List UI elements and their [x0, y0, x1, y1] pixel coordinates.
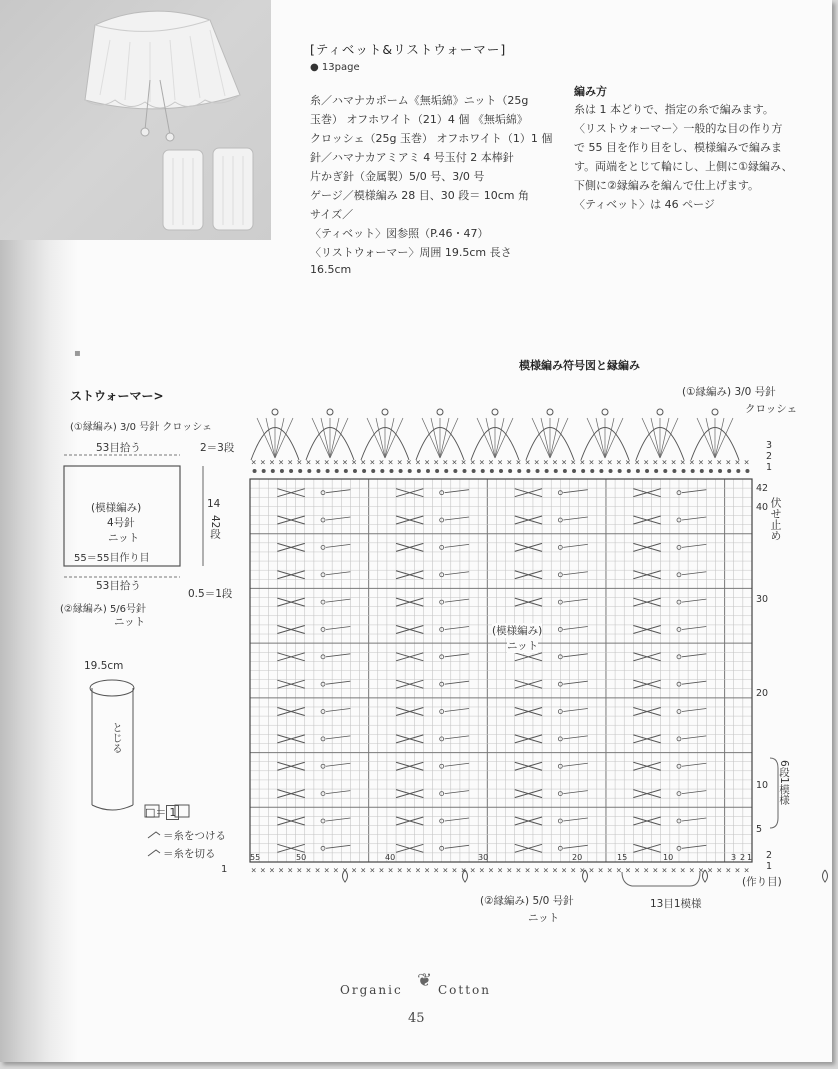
- schematic-seam: とじる: [111, 722, 123, 754]
- diagram-title: 模様編み符号図と縁編み: [519, 359, 640, 372]
- svg-text:×: ×: [524, 458, 531, 468]
- dot-mark: ▪: [74, 348, 81, 359]
- page-number: 45: [408, 1011, 425, 1026]
- svg-text:×: ×: [670, 458, 677, 468]
- bottom-column-number: 3: [731, 853, 737, 862]
- materials-line: 16.5cm: [310, 263, 352, 276]
- svg-text:×: ×: [415, 866, 421, 876]
- schematic-height: 14: [207, 498, 221, 510]
- pattern-title: [ティベット&リストウォーマー]: [310, 42, 507, 57]
- svg-text:×: ×: [698, 866, 704, 876]
- bottom-edging-motif: [703, 870, 708, 882]
- schematic-rows-bottom: 0.5＝1段: [188, 588, 233, 600]
- schematic-bottom-yarn: ニット: [114, 616, 146, 628]
- svg-text:×: ×: [451, 458, 458, 468]
- svg-text:×: ×: [524, 866, 531, 876]
- scallop-motif: [306, 409, 354, 460]
- bottom-column-number: 55: [250, 853, 261, 862]
- scallop-motif: [526, 409, 574, 460]
- svg-text:×: ×: [351, 866, 357, 876]
- svg-text:×: ×: [333, 458, 339, 468]
- svg-text:×: ×: [497, 866, 503, 876]
- materials-line: 〈ティベット〉図参照（P.46・47）: [310, 227, 489, 240]
- bottom-column-number: 50: [296, 853, 307, 862]
- right-row-number: 3: [766, 440, 773, 451]
- svg-text:×: ×: [415, 458, 421, 468]
- schematic-needle: 4号針: [107, 517, 135, 529]
- pattern-repeat-label: 13目1模様: [650, 898, 702, 910]
- svg-text:×: ×: [460, 458, 467, 468]
- svg-text:×: ×: [378, 866, 385, 876]
- svg-text:×: ×: [360, 458, 366, 468]
- svg-text:×: ×: [597, 866, 604, 876]
- svg-text:×: ×: [488, 866, 494, 876]
- method-line: で 55 目を作り目をし、模様編みで編みま: [574, 141, 782, 154]
- bottom-column-number: 1: [747, 853, 753, 862]
- method-line: 下側に②縁編みを編んで仕上げます。: [574, 179, 759, 192]
- svg-text:×: ×: [588, 866, 595, 876]
- schematic-circumference: 19.5cm: [84, 660, 124, 672]
- svg-text:×: ×: [570, 866, 576, 876]
- right-row-number: 30: [756, 594, 769, 605]
- svg-text:×: ×: [351, 458, 357, 468]
- svg-text:×: ×: [287, 866, 293, 876]
- method-line: す。両端をとじて輪にし、上側に①縁編み、: [574, 160, 793, 173]
- section-label: ストウォーマー>: [70, 389, 164, 403]
- svg-text:×: ×: [643, 866, 649, 876]
- svg-text:×: ×: [597, 458, 604, 468]
- svg-text:×: ×: [251, 458, 257, 468]
- svg-text:×: ×: [406, 458, 412, 468]
- svg-text:×: ×: [652, 458, 659, 468]
- legend-empty-box-symbol: □＝ 1: [145, 804, 179, 820]
- right-row-number: 1: [766, 462, 773, 473]
- svg-text:×: ×: [296, 458, 303, 468]
- bottom-column-number: 40: [385, 853, 396, 862]
- materials-line: クロッシェ（25g 玉巻） オフホワイト（1）1 個: [310, 132, 553, 145]
- svg-text:×: ×: [314, 458, 321, 468]
- schematic-top-edge: (①縁編み) 3/0 号針 クロッシェ: [70, 422, 212, 433]
- svg-text:×: ×: [689, 866, 695, 876]
- svg-text:×: ×: [305, 458, 312, 468]
- cast-on-label: (作り目): [742, 876, 782, 888]
- right-row-number: 40: [756, 502, 769, 513]
- svg-text:×: ×: [433, 458, 439, 468]
- svg-text:×: ×: [442, 458, 449, 468]
- svg-text:×: ×: [278, 866, 284, 876]
- svg-text:×: ×: [533, 458, 540, 468]
- scallop-motif: [361, 409, 409, 460]
- scallop-motif: [471, 409, 519, 460]
- sprout-logo-icon: ❦: [417, 970, 433, 991]
- svg-text:×: ×: [734, 458, 741, 468]
- left-row-number: 1: [221, 864, 228, 875]
- svg-text:×: ×: [515, 866, 522, 876]
- schematic-pick-bottom: 53目拾う: [96, 580, 141, 592]
- svg-text:×: ×: [579, 866, 586, 876]
- method-heading: 編み方: [574, 85, 607, 98]
- materials-line: サイズ／: [310, 208, 354, 221]
- chart-grid: [250, 458, 828, 886]
- svg-text:×: ×: [515, 458, 522, 468]
- materials-line: 糸／ハマナカポーム《無垢綿》ニット（25g: [310, 94, 529, 107]
- svg-text:×: ×: [588, 458, 595, 468]
- svg-text:×: ×: [342, 458, 348, 468]
- svg-text:×: ×: [424, 866, 430, 876]
- bottom-edging-label-2: ニット: [528, 912, 560, 924]
- svg-text:×: ×: [378, 458, 385, 468]
- right-row-number: 2: [766, 451, 773, 462]
- svg-text:×: ×: [260, 458, 266, 468]
- scallop-motif: [691, 409, 739, 460]
- svg-text:×: ×: [725, 458, 732, 468]
- svg-text:×: ×: [369, 866, 376, 876]
- row-repeat-label: 6段1模様: [778, 760, 790, 805]
- bottom-edging-motif: [823, 870, 828, 882]
- svg-text:×: ×: [661, 458, 668, 468]
- legend-equals: ＝: [155, 806, 167, 819]
- svg-text:×: ×: [579, 458, 586, 468]
- svg-text:×: ×: [606, 458, 613, 468]
- bottom-column-number: 15: [617, 853, 628, 862]
- right-row-number: 5: [756, 824, 763, 835]
- svg-text:×: ×: [442, 866, 449, 876]
- brand-organic: Organic: [340, 983, 403, 997]
- svg-text:×: ×: [488, 458, 494, 468]
- svg-text:×: ×: [269, 458, 275, 468]
- bottom-edging-label: (②縁編み) 5/0 号針: [480, 895, 574, 907]
- svg-text:×: ×: [625, 866, 631, 876]
- legend-cut-yarn: ＝糸を切る: [163, 848, 216, 860]
- svg-text:×: ×: [707, 866, 713, 876]
- svg-text:×: ×: [333, 866, 339, 876]
- svg-text:×: ×: [260, 866, 266, 876]
- svg-text:×: ×: [625, 458, 631, 468]
- svg-text:×: ×: [679, 458, 686, 468]
- scallop-motif: [636, 409, 684, 460]
- right-row-number: 42: [756, 483, 769, 494]
- svg-text:×: ×: [269, 866, 275, 876]
- svg-text:×: ×: [479, 458, 485, 468]
- schematic-rows: 42段: [209, 515, 221, 539]
- legend-box-one: 1: [166, 805, 179, 820]
- scallop-motif: [581, 409, 629, 460]
- svg-text:×: ×: [360, 866, 366, 876]
- svg-text:×: ×: [460, 866, 467, 876]
- svg-text:×: ×: [698, 458, 704, 468]
- top-edging-label-2: クロッシェ: [745, 403, 798, 415]
- right-row-number: 1: [766, 861, 773, 872]
- svg-text:×: ×: [387, 866, 394, 876]
- svg-text:×: ×: [287, 458, 293, 468]
- legend-attach-yarn: ＝糸をつける: [163, 830, 226, 842]
- svg-text:×: ×: [506, 866, 512, 876]
- svg-text:×: ×: [689, 458, 695, 468]
- svg-text:×: ×: [451, 866, 458, 876]
- method-line: 〈リストウォーマー〉一般的な目の作り方: [574, 122, 783, 135]
- page-reference-text: 13page: [321, 62, 360, 73]
- svg-text:×: ×: [433, 866, 439, 876]
- materials-line: 針／ハマナカアミアミ 4 号玉付 2 本棒針: [310, 151, 514, 164]
- pattern-label-2: ニット: [507, 640, 539, 652]
- bottom-column-number: 30: [478, 853, 489, 862]
- svg-text:×: ×: [296, 866, 303, 876]
- svg-text:×: ×: [634, 458, 640, 468]
- svg-text:×: ×: [670, 866, 677, 876]
- svg-text:×: ×: [324, 458, 330, 468]
- svg-text:×: ×: [616, 866, 622, 876]
- svg-text:×: ×: [314, 866, 321, 876]
- svg-text:×: ×: [552, 458, 558, 468]
- materials-line: ゲージ／模様編み 28 目、30 段＝ 10cm 角: [310, 189, 530, 202]
- svg-text:×: ×: [679, 866, 686, 876]
- svg-text:×: ×: [397, 866, 403, 876]
- top-edging-label: (①縁編み) 3/0 号針: [682, 386, 776, 398]
- svg-text:×: ×: [470, 458, 476, 468]
- schematic-rows-top: 2＝3段: [200, 442, 235, 454]
- svg-text:×: ×: [506, 458, 512, 468]
- svg-text:×: ×: [643, 458, 649, 468]
- svg-text:×: ×: [324, 866, 330, 876]
- materials-line: 片かぎ針（金属製）5/0 号、3/0 号: [310, 170, 485, 183]
- schematic-cast-on: 55＝55目作り目: [74, 553, 150, 564]
- svg-text:×: ×: [387, 458, 394, 468]
- bullet-icon: ●: [310, 62, 319, 73]
- svg-text:×: ×: [606, 866, 613, 876]
- svg-text:×: ×: [734, 866, 741, 876]
- svg-text:×: ×: [397, 458, 403, 468]
- materials-line: 玉巻） オフホワイト（21）4 個 《無垢綿》: [310, 113, 528, 126]
- svg-text:×: ×: [251, 866, 257, 876]
- svg-text:×: ×: [406, 866, 412, 876]
- svg-text:×: ×: [543, 866, 549, 876]
- top-edging-scallops: [251, 409, 739, 460]
- svg-text:×: ×: [278, 458, 284, 468]
- svg-text:×: ×: [634, 866, 640, 876]
- svg-text:×: ×: [743, 458, 750, 468]
- svg-text:×: ×: [561, 866, 567, 876]
- bind-off-label: 伏せ止め: [769, 497, 782, 541]
- svg-text:×: ×: [707, 458, 713, 468]
- svg-text:×: ×: [716, 458, 722, 468]
- svg-text:×: ×: [369, 458, 376, 468]
- brand-cotton: Cotton: [438, 983, 492, 997]
- svg-text:×: ×: [479, 866, 485, 876]
- svg-text:×: ×: [552, 866, 558, 876]
- right-row-number: 2: [766, 850, 773, 861]
- svg-text:×: ×: [743, 866, 750, 876]
- svg-text:×: ×: [342, 866, 348, 876]
- svg-text:×: ×: [424, 458, 430, 468]
- right-row-number: 10: [756, 780, 769, 791]
- svg-text:×: ×: [561, 458, 567, 468]
- schematic-pattern: (模様編み): [91, 502, 142, 514]
- bottom-column-number: 10: [663, 853, 674, 862]
- schematic-pick-top: 53目拾う: [96, 442, 141, 454]
- svg-text:×: ×: [652, 866, 659, 876]
- bottom-column-number: 2: [740, 853, 746, 862]
- bottom-column-number: 20: [572, 853, 583, 862]
- materials-line: 〈リストウォーマー〉周囲 19.5cm 長さ: [310, 246, 512, 259]
- schematic-yarn: ニット: [108, 532, 140, 544]
- method-line: 〈ティベット〉は 46 ページ: [574, 198, 715, 211]
- method-line: 糸は 1 本どりで、指定の糸で編みます。: [574, 103, 774, 116]
- scallop-motif: [251, 409, 299, 460]
- pattern-label: (模様編み): [492, 625, 543, 637]
- svg-text:×: ×: [497, 458, 503, 468]
- scallop-motif: [416, 409, 464, 460]
- right-row-number: 20: [756, 688, 769, 699]
- svg-text:×: ×: [543, 458, 549, 468]
- svg-text:×: ×: [725, 866, 732, 876]
- svg-text:×: ×: [661, 866, 668, 876]
- svg-text:×: ×: [716, 866, 722, 876]
- svg-text:×: ×: [570, 458, 576, 468]
- svg-text:×: ×: [470, 866, 476, 876]
- svg-text:×: ×: [305, 866, 312, 876]
- svg-text:×: ×: [616, 458, 622, 468]
- svg-text:×: ×: [533, 866, 540, 876]
- schematic-bottom-edge: (②縁編み) 5/6号針: [60, 604, 147, 615]
